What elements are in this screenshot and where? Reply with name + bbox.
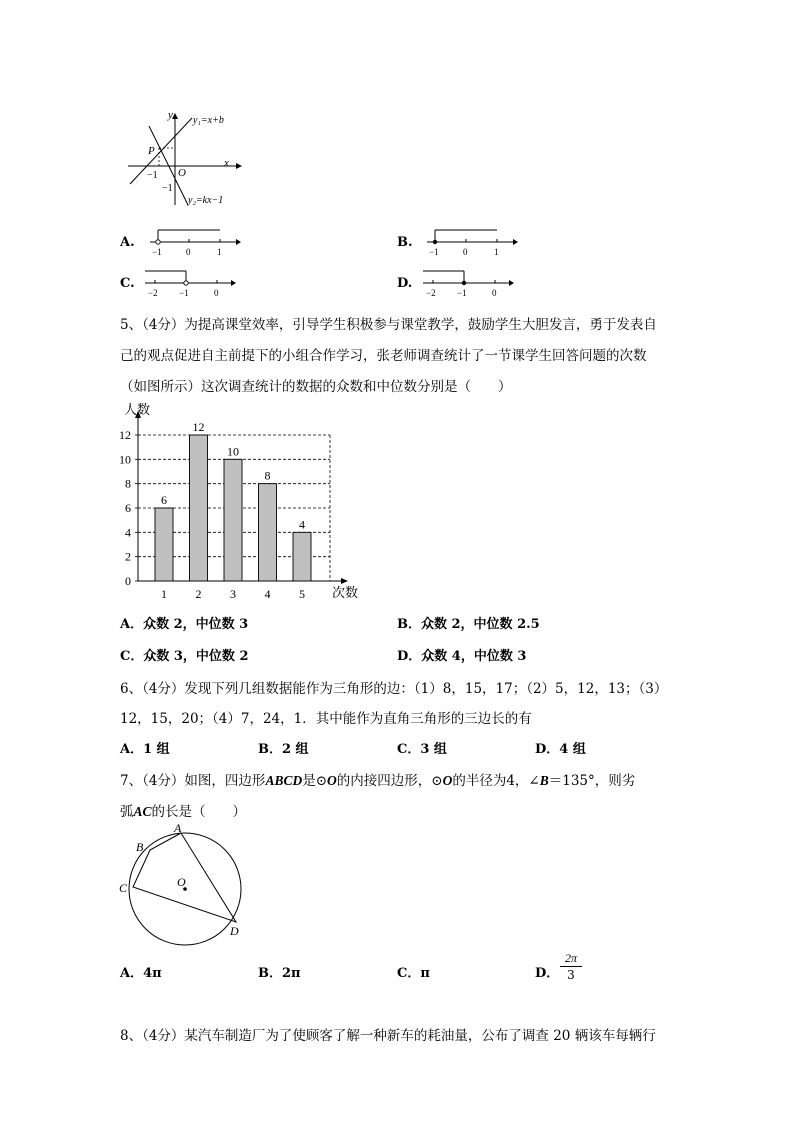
q7-option-a[interactable] [120, 962, 162, 981]
bar-value-label: 6 [161, 493, 167, 507]
q7-circle-figure [112, 820, 252, 952]
q7-label-b: B [136, 840, 144, 854]
bar [293, 532, 311, 581]
bar-value-label: 4 [299, 517, 305, 532]
y-tick-label: 10 [119, 452, 131, 467]
y-tick-label: 8 [125, 476, 131, 491]
q7-circle-o: O [442, 773, 453, 788]
q4-d-tick: 0 [492, 288, 497, 298]
q4-b-tick: −1 [429, 247, 439, 257]
q4-neg-one-y: −1 [162, 183, 173, 194]
x-tick-label: 4 [264, 587, 271, 601]
q4-option-d-letter[interactable]: D. [397, 276, 413, 291]
q7-option-value: π [420, 966, 430, 981]
q5-option-c[interactable]: C．众数 3，中位数 2 [120, 649, 249, 664]
y-tick-label: 4 [125, 525, 131, 540]
q4-a-tick: 1 [217, 247, 222, 257]
x-axis-arrow [341, 578, 348, 584]
q7-fraction-bar [560, 966, 582, 967]
q4-graph [120, 105, 250, 210]
q7-text-part: 的内接四边形，⊙ [336, 773, 443, 789]
q7-label-a: A [174, 821, 182, 835]
q7-angle-b: B [539, 773, 549, 788]
q5-option-a[interactable]: A．众数 2，中位数 3 [120, 617, 249, 632]
q6-text-line-1: 6、（4分）发现下列几组数据能作为三角形的边：（1）8，15，17；（2）5，12，13；（3） [120, 681, 668, 697]
q4-d-tick: −2 [426, 288, 436, 298]
q7-text-line-1 [120, 769, 635, 789]
q7-text-part: 7、（4分）如图，四边形 [120, 773, 266, 789]
q8-text-line-1: 8、（4分）某汽车制造厂为了使顾客了解一种新车的耗油量，公布了调查 20 辆该车每辆行 [120, 1028, 656, 1044]
bar [224, 459, 242, 581]
x-tick-label: 3 [230, 587, 236, 601]
y-tick-label: 6 [125, 501, 131, 515]
q7-text-part: ＝135°，则劣 [548, 773, 636, 789]
x-axis-label: 次数 [332, 585, 359, 600]
q7-label-c: C [119, 881, 128, 895]
q5-option-b[interactable]: B．众数 2，中位数 2.5 [397, 617, 540, 632]
q4-option-a-letter[interactable]: A. [120, 235, 135, 250]
q7-option-d[interactable] [535, 962, 559, 981]
q7-arc-ac: AC [133, 804, 152, 819]
q6-option-b[interactable]: B．2 组 [258, 742, 309, 757]
q4-option-c-letter[interactable]: C. [120, 276, 135, 291]
q4-option-d-numberline [421, 267, 516, 299]
q4-option-b-letter[interactable]: B. [397, 235, 413, 250]
q4-line1-label: y₁=x+b [193, 115, 224, 126]
q7-option-c[interactable] [397, 962, 430, 981]
bar [259, 484, 277, 581]
y-axis-label: 人数 [124, 402, 151, 417]
q7-option-b[interactable] [258, 962, 301, 981]
q4-point-p-label: P [148, 145, 155, 157]
q7-option-letter: A． [120, 966, 144, 981]
q7-label-o: O [177, 875, 186, 889]
q4-origin-label: O [178, 167, 186, 179]
q7-option-d-fraction [558, 951, 584, 982]
q4-x-axis-label: x [224, 157, 229, 169]
q4-b-tick: 1 [494, 247, 499, 257]
q7-text-part: 的长是（ ） [151, 804, 247, 820]
q7-option-letter: B． [258, 966, 282, 981]
q4-d-tick: −1 [457, 288, 467, 298]
q4-neg-one-x: −1 [147, 170, 158, 181]
q7-text-line-2 [120, 800, 246, 820]
q5-text-line-1: 5、（4分）为提高课堂效率，引导学生积极参与课堂教学，鼓励学生大胆发言，勇于发表自 [120, 317, 657, 333]
q5-option-d[interactable]: D．众数 4，中位数 3 [397, 649, 527, 664]
q6-text-line-2: 12，15，20；（4）7，24，1．其中能作为直角三角形的三边长的有 [120, 711, 532, 727]
q4-c-tick: 0 [214, 288, 219, 298]
q4-b-tick: 0 [463, 247, 468, 257]
q7-option-letter: D． [535, 966, 560, 981]
q4-a-tick: 0 [186, 247, 191, 257]
q7-fraction-numerator: 2π [564, 951, 577, 965]
x-tick-label: 5 [299, 587, 305, 601]
q4-c-tick: −2 [148, 288, 158, 298]
q7-option-value: 4π [143, 966, 162, 981]
q7-label-d: D [230, 924, 239, 938]
x-tick-label: 2 [195, 587, 202, 601]
q7-text-part: 的半径为4，∠ [452, 773, 540, 789]
q6-option-d[interactable]: D．4 组 [535, 742, 586, 757]
y-tick-label: 2 [125, 549, 131, 564]
q4-line2-label: y₂=kx−1 [188, 195, 224, 206]
q4-y-axis-label: y [168, 109, 173, 121]
q5-bar-chart [110, 398, 370, 604]
q5-text-line-3: （如图所示）这次调查统计的数据的众数和中位数分别是（ ） [120, 379, 512, 395]
q7-abcd: ABCD [265, 773, 303, 788]
bar-value-label: 12 [192, 420, 205, 434]
q7-circle-o: O [327, 773, 337, 788]
q6-option-c[interactable]: C．3 组 [397, 742, 447, 757]
q7-fraction-denominator: 3 [567, 968, 575, 982]
q7-text-part: 是⊙ [302, 773, 328, 789]
bar-value-label: 10 [227, 444, 239, 459]
q6-option-a[interactable]: A．1 组 [120, 742, 170, 757]
bar [155, 508, 173, 581]
q4-option-b-numberline [425, 226, 520, 258]
q4-c-tick: −1 [179, 288, 189, 298]
q4-option-c-numberline [143, 267, 238, 299]
q7-text-part: 弧 [120, 804, 134, 820]
y-tick-label: 0 [125, 574, 131, 588]
bar-value-label: 8 [264, 468, 271, 483]
bar [190, 435, 208, 581]
x-tick-label: 1 [161, 587, 167, 601]
y-tick-label: 12 [119, 428, 131, 442]
q4-option-a-numberline [148, 226, 243, 258]
q7-option-value: 2π [282, 966, 301, 981]
q7-option-letter: C． [397, 966, 421, 981]
q4-a-tick: −1 [152, 247, 162, 257]
q5-text-line-2: 己的观点促进自主前提下的小组合作学习，张老师调查统计了一节课学生回答问题的次数 [120, 348, 647, 364]
